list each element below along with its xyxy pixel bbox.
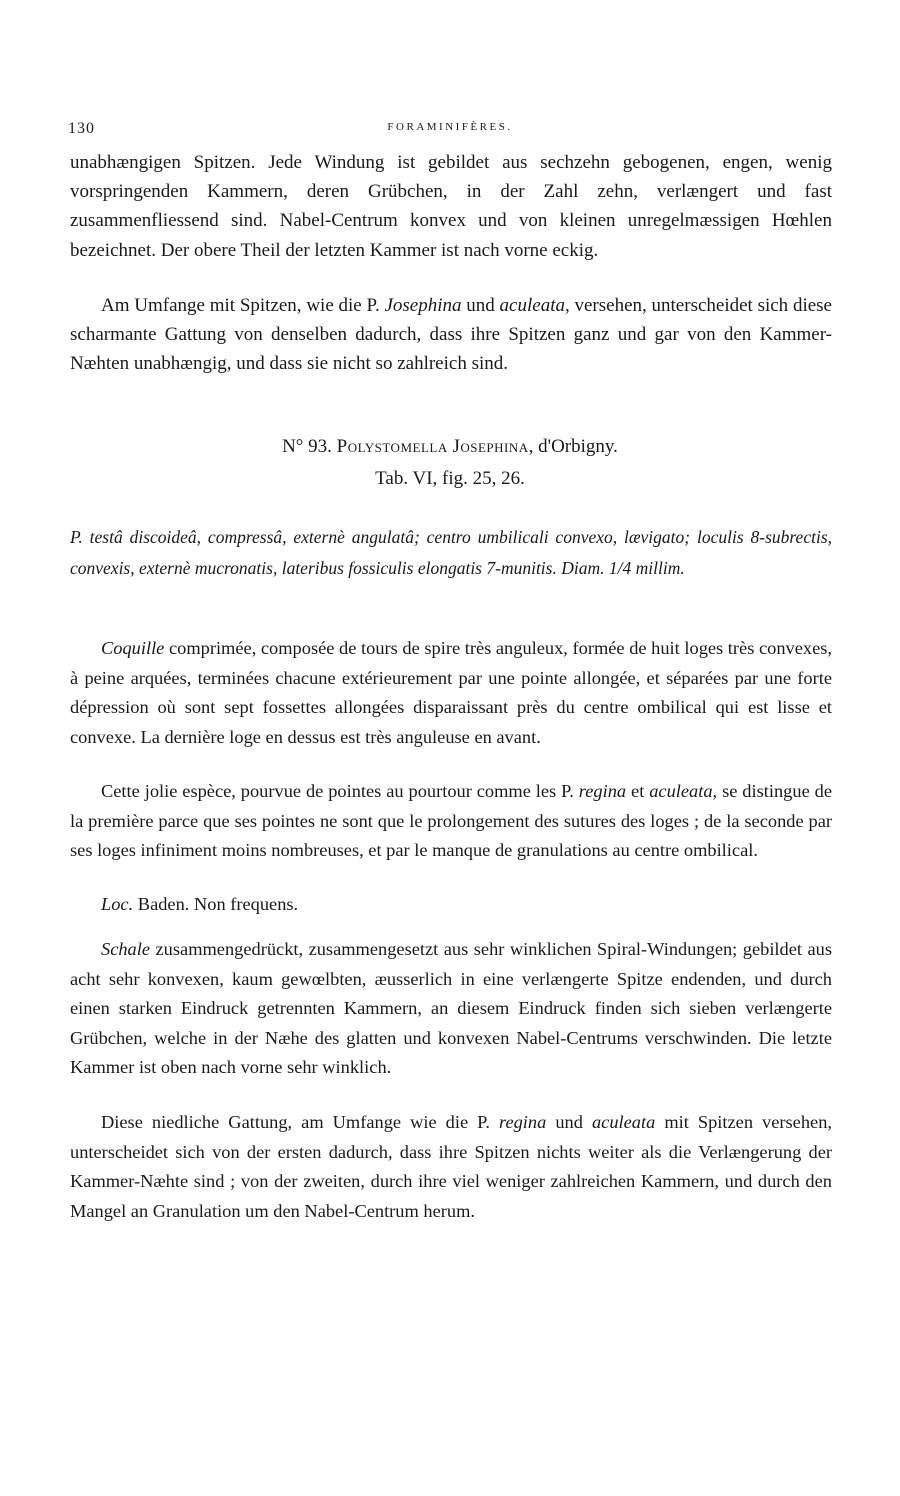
locality-label: Loc. [101, 894, 134, 914]
french-p1-text: comprimée, composée de tours de spire très anguleux, formée de huit loges très convexes, à peine arquées, terminées chacune extérieurement par une pointe allongée, et séparées par une forte dépression où sont sept fossettes allongées disparaissant près du centre ombilical qui est lisse et convexe. La dernière loge en dessus est très anguleuse en avant. [70, 638, 832, 747]
german-bottom-p2-text-a: Diese niedliche Gattung, am Umfange wie die P. [101, 1112, 490, 1132]
species-heading [0, 436, 900, 458]
locality-line [70, 890, 832, 920]
french-paragraph-2 [70, 777, 832, 866]
page-number: 130 [68, 120, 95, 137]
french-paragraph-1 [70, 634, 832, 752]
french-p2-species-2: aculeata, [649, 781, 718, 801]
french-p2-species-1: regina [578, 781, 627, 801]
german-p2-text-a: Am Umfange mit Spitzen, wie die P. [101, 295, 380, 316]
german-bottom-paragraph-2 [70, 1108, 832, 1226]
german-p1-text: unabhængigen Spitzen. Jede Windung ist gebildet aus sechzehn gebogenen, engen, wenig vorspringenden Kammern, deren Grübchen, in der Zahl zehn, verlængert und fast zusammenfliessend sind. Nabel-Centrum konvex und von kleinen unregelmæssigen Hœhlen bezeichnet. Der obere Theil der letzten Kammer ist nach vorne eckig. [70, 152, 832, 261]
german-bottom-paragraph-1 [70, 935, 832, 1083]
french-p2-text-b: et [631, 781, 645, 801]
german-p2-text-c: , versehen, unterscheidet sich diese scharmante Gattung von denselben dadurch, dass ihre Spitzen ganz und gar von den Kammer-Næhten unabhængig, und dass sie nicht so zahlreich sind. [70, 295, 832, 375]
french-p1-coquille: Coquille [101, 638, 165, 658]
species-genus: Polystomella [336, 436, 448, 457]
french-p2-text-a: Cette jolie espèce, pourvue de pointes au pourtour comme les P. [101, 781, 574, 801]
plate-reference: Tab. VI, fig. 25, 26. [375, 468, 525, 489]
locality-text: Baden. Non frequens. [137, 894, 299, 914]
german-bottom-p2-species-2: aculeata [591, 1112, 656, 1132]
german-paragraph-1 [70, 148, 832, 265]
german-bottom-p1-text: zusammengedrückt, zusammengesetzt aus sehr winklichen Spiral-Windungen; gebildet aus acht sehr konvexen, kaum gewœlbten, æusserlich in eine verlængerte Spitze endenden, und durch einen starken Eindruck getrennten Kammern, an diesem Eindruck finden sich sieben verlængerte Grübchen, welche in der Næhe des glatten und konvexen Nabel-Centrums verschwinden. Die letzte Kammer ist oben nach vorne sehr winklich. [70, 939, 832, 1078]
german-bottom-p1-schale: Schale [101, 939, 151, 959]
german-bottom-p2-text-b: und [555, 1112, 583, 1132]
german-p2-text-b: und [466, 295, 495, 316]
german-bottom-p2-species-1: regina [498, 1112, 547, 1132]
french-p2-text-c: se distingue de la première parce que ses pointes ne sont que le prolongement des sutures des loges ; de la seconde par ses loges infiniment moins nombreuses, et par le manque de granulations au centre ombilical. [70, 781, 832, 861]
running-title: FORAMINIFÈRES. [387, 121, 513, 133]
species-name: Josephina [452, 436, 529, 457]
latin-diagnosis: P. testâ discoideâ, compressâ, externè angulatâ; centro umbilicali convexo, lævigato; loculis 8-subrectis, convexis, externè mucronatis, lateribus fossiculis elongatis 7-munitis. Diam. 1/4 millim. [70, 527, 832, 578]
german-p2-species-1: Josephina [384, 295, 462, 316]
german-p2-species-2: aculeata [499, 295, 565, 316]
german-bottom-p2-text-c: mit Spitzen versehen, unterscheidet sich von der ersten dadurch, dass ihre Spitzen nichts weiter als die Verlængerung der Kammer-Næhte sind ; von der zweiten, durch ihre viel weniger zahlreichen Kammern, und durch den Mangel an Granulation um den Nabel-Centrum herum. [70, 1112, 832, 1221]
german-paragraph-2 [70, 291, 832, 379]
species-number: N° 93. [282, 436, 332, 457]
species-author: , d'Orbigny. [528, 436, 618, 457]
